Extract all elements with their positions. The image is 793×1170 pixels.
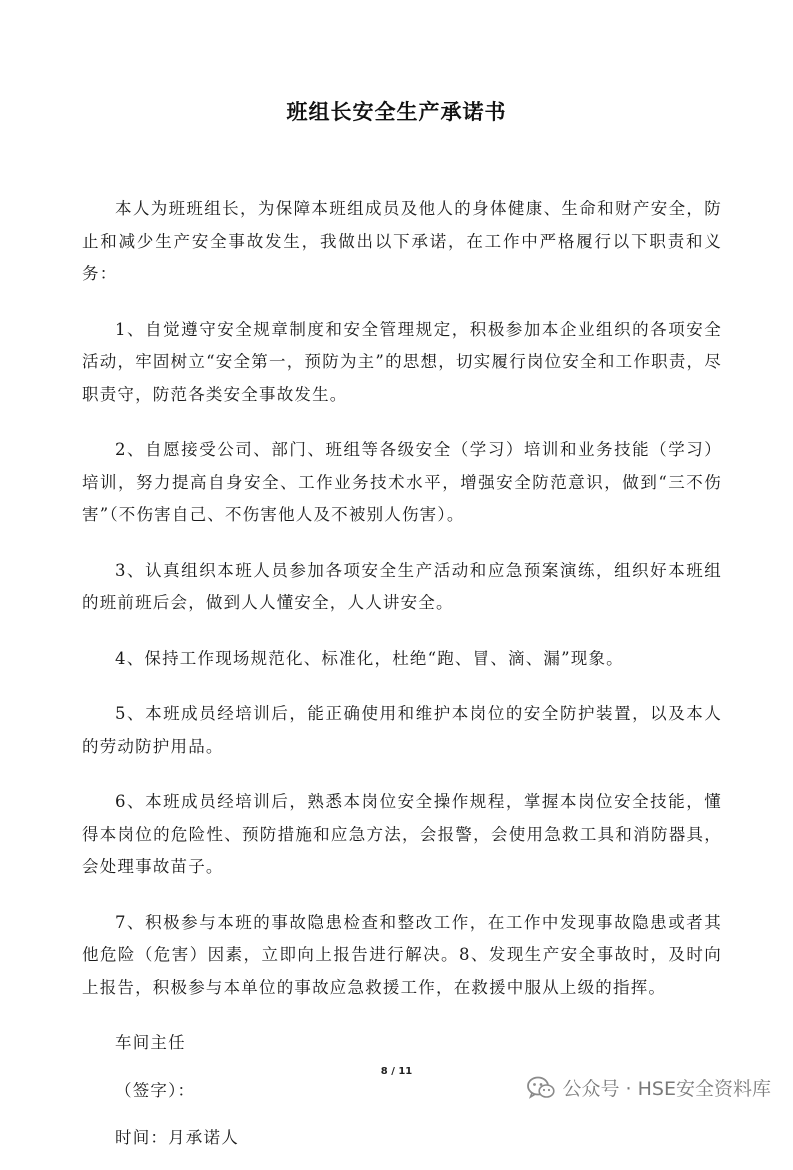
- time-label: 时间：月承诺人: [115, 1128, 239, 1147]
- supervisor-label: 车间主任: [115, 1033, 186, 1052]
- commitment-item-6: 6、本班成员经培训后，熟悉本岗位安全操作规程，掌握本岗位安全技能，懂得本岗位的危险性、预防措施和应急方法，会报警，会使用急救工具和消防器具，会处理事故苗子。: [82, 792, 722, 876]
- intro-paragraph: 本人为班班组长，为保障本班组成员及他人的身体健康、生命和财产安全，防止和减少生产安全事故发生，我做出以下承诺，在工作中严格履行以下职责和义务：: [82, 199, 722, 283]
- page-number: 8 / 11: [380, 1066, 413, 1077]
- watermark: [527, 1074, 771, 1101]
- commitment-item-3: 3、认真组织本班人员参加各项安全生产活动和应急预案演练，组织好本班组的班前班后会，做到人人懂安全，人人讲安全。: [82, 560, 722, 612]
- commitment-item-7: 7、积极参与本班的事故隐患检查和整改工作，在工作中发现事故隐患或者其他危险（危害）因素，立即向上报告进行解决。8、发现生产安全事故时，及时向上报告，积极参与本单位的事故应急救援工作，在救援中服从上级的指挥。: [82, 912, 722, 997]
- commitment-item-5: 5、本班成员经培训后，能正确使用和维护本岗位的安全防护装置，以及本人的劳动防护用品。: [82, 704, 722, 756]
- wechat-icon: [527, 1076, 555, 1100]
- commitment-item-2: 2、自愿接受公司、部门、班组等各级安全（学习）培训和业务技能（学习）培训，努力提高自身安全、工作业务技术水平，增强安全防范意识，做到“三不伤害”（不伤害自己、不伤害他人及不被别人伤害）。: [82, 440, 722, 524]
- commitment-item-4: 4、保持工作现场规范化、标准化，杜绝“跑、冒、滴、漏”现象。: [115, 648, 624, 668]
- document-title: 班组长安全生产承诺书: [286, 100, 507, 124]
- commitment-item-1: 1、自觉遵守安全规章制度和安全管理规定，积极参加本企业组织的各项安全活动，牢固树立“安全第一，预防为主”的思想，切实履行岗位安全和工作职责，尽职责守，防范各类安全事故发生。: [82, 319, 722, 404]
- signature-label: （签字）：: [115, 1080, 196, 1100]
- document-body: [82, 193, 722, 1170]
- watermark-text: 公众号 · HSE安全资料库: [562, 1078, 771, 1100]
